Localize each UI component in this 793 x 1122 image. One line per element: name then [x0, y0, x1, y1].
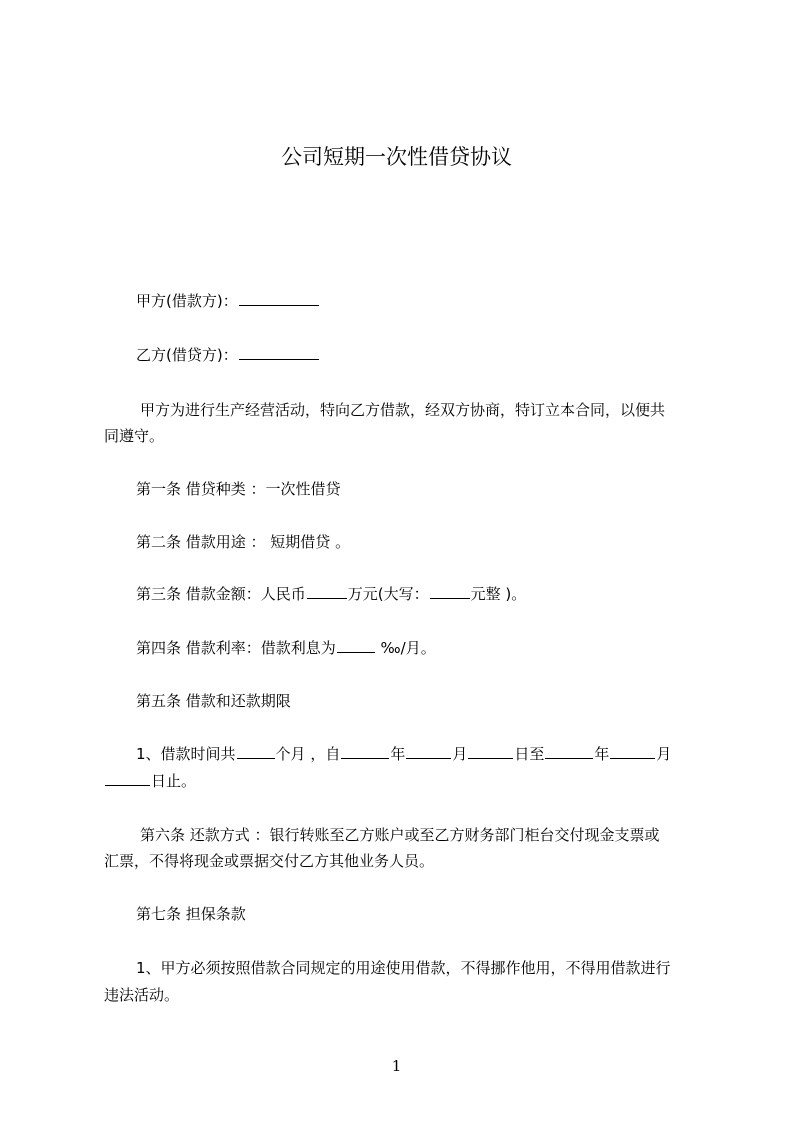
- article-3: [104, 579, 756, 609]
- article-5: 第五条 借款和还款期限: [136, 692, 291, 710]
- term-prefix: 1、借款时间共: [136, 745, 236, 763]
- start-month-unit: 月: [452, 745, 468, 763]
- article-1: 第一条 借贷种类 ：一次性借贷: [136, 480, 341, 498]
- intro-line-2: 同遵守。: [104, 427, 165, 445]
- article-7: 第七条 担保条款: [136, 905, 246, 923]
- term-line-1: [104, 739, 756, 769]
- article-4-prefix: 第四条 借款利率：借款利息为: [136, 639, 336, 657]
- article-7-item-1-line-1: 1、甲方必须按照借款合同规定的用途使用借款，不得挪作他用，不得用借款进行: [136, 959, 671, 977]
- term-end-text: 日止。: [151, 772, 197, 790]
- start-year-unit: 年: [390, 745, 406, 763]
- document-title: 公司短期一次性借贷协议: [281, 145, 512, 169]
- article-3-prefix: 第三条 借款金额：人民币: [136, 585, 306, 603]
- term-line-2: [104, 766, 724, 796]
- term-month-text: 个月 ，自: [275, 745, 341, 763]
- party-a-line: [104, 286, 756, 316]
- party-a-label: 甲方(借款方)：: [136, 292, 238, 310]
- start-day-blank: [468, 741, 513, 759]
- party-b-label: 乙方(借贷方)：: [136, 346, 238, 364]
- party-b-blank: [239, 342, 319, 360]
- article-2: 第二条 借款用途 ： 短期借贷 。: [136, 533, 351, 551]
- start-year-blank: [341, 741, 389, 759]
- article-6-line-2: 汇票，不得将现金或票据交付乙方其他业务人员。: [104, 852, 435, 870]
- party-a-blank: [239, 288, 319, 306]
- article-7-item-1-line-2: 违法活动。: [104, 986, 180, 1004]
- end-month-blank: [610, 741, 655, 759]
- amount-words-blank: [430, 581, 470, 599]
- end-year-blank: [545, 741, 593, 759]
- rate-blank: [337, 635, 375, 653]
- page-number: 1: [391, 1057, 402, 1075]
- article-3-mid: 万元(大写：: [347, 585, 429, 603]
- party-b-line: [104, 340, 756, 370]
- article-4-suffix: ‰/月。: [375, 639, 436, 657]
- article-3-suffix: 元整 )。: [470, 585, 527, 603]
- article-4: [104, 633, 756, 663]
- intro-line-1: 甲方为进行生产经营活动，特向乙方借款，经双方协商，特订立本合同，以便共: [140, 401, 666, 419]
- start-month-blank: [406, 741, 451, 759]
- amount-blank: [307, 581, 347, 599]
- end-month-unit: 月: [656, 745, 672, 763]
- end-year-unit: 年: [594, 745, 610, 763]
- term-months-blank: [237, 741, 275, 759]
- start-day-to: 日至: [514, 745, 545, 763]
- end-day-blank: [105, 768, 150, 786]
- article-6-line-1: 第六条 还款方式 ：银行转账至乙方账户或至乙方财务部门柜台交付现金支票或: [140, 826, 660, 844]
